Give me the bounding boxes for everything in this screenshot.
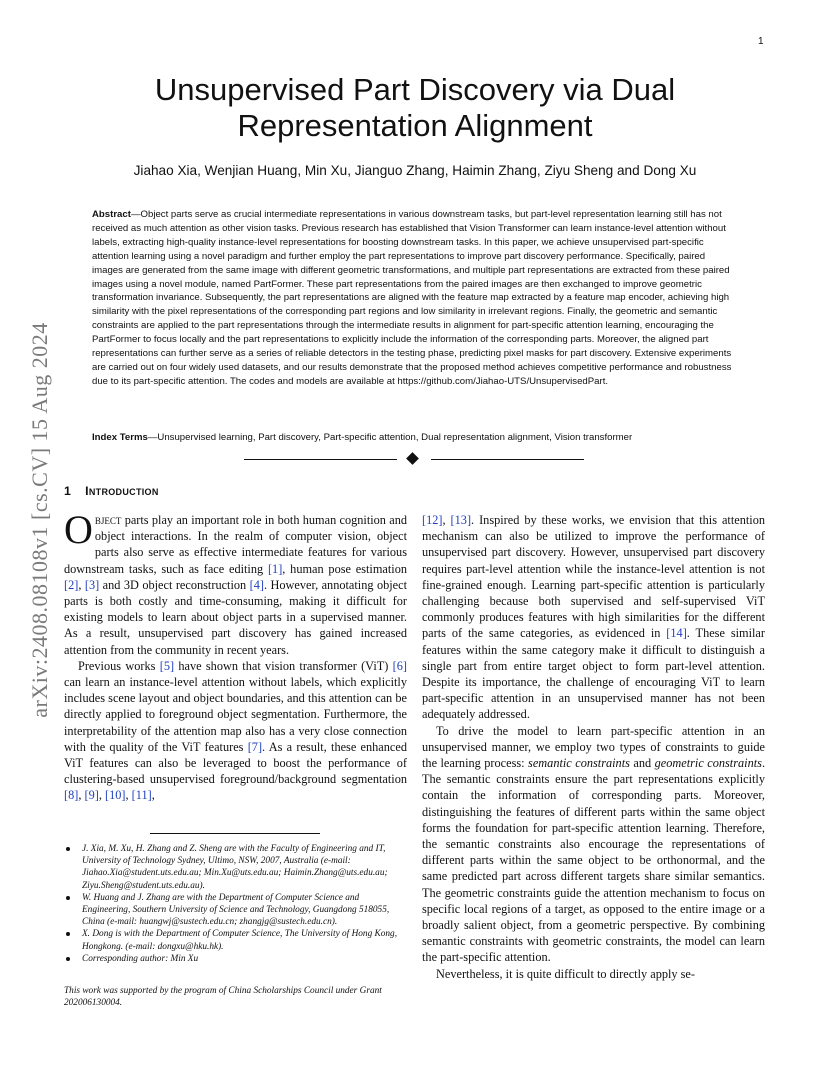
text-run: have shown that vision transformer (ViT) (174, 658, 393, 673)
text-run: and 3D object reconstruction (99, 577, 250, 592)
citation-link[interactable]: [9] (84, 788, 99, 803)
abstract-text: —Object parts serve as crucial intermediate representations in various downstream tasks, but part-level representation learning still has not received as much attention as other vision tasks. Previous research has established that Vision Transformer can learn instance-level attention without labels, extracting high-quality instance-level representations for boosting downstream tasks. In this paper, we achieve unsupervised part-specific attention learning using a novel paradigm and further employ the part representations to improve part discovery performance. Specifically, paired images are generated from the same image with different geometric transformations, and multiple part representations are extracted from these paired images using a novel module, named PartFormer. These part representations from the paired images are then exchanged to improve geometric transformation invariance. Subsequently, the part representations are aligned with the feature map extracted by a feature map encoder, achieving high similarity with the pixel representations of the corresponding part regions and low similarity in irrelevant regions. Finally, the geometric and semantic constraints are applied to the part representations through the intermediate results in alignment for part-specific attention learning, encouraging the PartFormer to focus locally and the part representations to explicitly include the information of the corresponding parts. Moreover, the aligned part representations can further serve as a series of reliable detectors in the testing phase, predicting pixel masks for part discovery. Extensive experiments are carried out on four widely used datasets, and our results demonstrate that the proposed method achieves competitive performance and robustness due to its part-specific attention. The codes and models are available at https://github.com/Jiahao-UTS/UnsupervisedPart. (92, 209, 732, 387)
text-run: . As a result, these enhanced ViT features can also be leveraged to boost the performance of clustering-based unsupervised foreground/background segmentation (64, 739, 407, 787)
section-heading (64, 484, 159, 498)
index-terms-text: —Unsupervised learning, Part discovery, Part-specific attention, Dual representation alignment, Vision transformer (147, 432, 633, 443)
citation-link[interactable]: [2] (64, 577, 79, 592)
emphasis-term: geometric constraints (654, 756, 762, 771)
intro-paragraph-1 (64, 507, 408, 658)
title-line-1: Unsupervised Part Discovery via Dual (154, 72, 676, 107)
text-run: , (151, 788, 155, 803)
footnote-item: Corresponding author: Min Xu (64, 953, 407, 965)
paper-title (90, 72, 740, 144)
index-terms (92, 431, 737, 445)
index-terms-label: Index Terms (92, 432, 148, 443)
intro-paragraph-3 (422, 512, 765, 723)
text-run: . Inspired by these works, we envision that this attention mechanism can also be utilized to improve the performance of unsupervised part discovery. However, unsupervised part discovery requires part-level attention while the instance-level attention is not fine-grained enough. Learning part-specific attention is particularly challenging because both supervised and self-supervised ViT commonly produces features with high similarities for the different parts of the same categories, as evidenced in (422, 513, 765, 641)
drop-cap: O (64, 507, 93, 552)
citation-link[interactable]: [3] (84, 577, 100, 592)
text-run: , (442, 513, 451, 527)
right-column (422, 512, 765, 982)
text-run: Previous works (78, 658, 160, 673)
text-run: To drive the model to learn part-specific attention in an unsupervised manner, we employ two types of constraints to guide the learning process: (422, 723, 765, 771)
text-run: can learn an instance-level attention without labels, which explicitly includes scene layout and object boundaries, and this attention can be directly applied to foreground object segmentation. Furthermore, the interpretability of the attention map also has a very close connection with the quality of the ViT features (64, 675, 407, 754)
text-run: , human pose estimation (282, 561, 407, 576)
section-title: Introduction (85, 484, 159, 498)
divider-line-right (431, 459, 584, 460)
text-run: . However, annotating object parts is both costly and time-consuming, making it difficult for existing models to learn about object parts in a supervised manner. As a result, unsupervised part discovery has gained increased attention from the community in recent years. (64, 577, 408, 657)
footnote-item: J. Xia, M. Xu, H. Zhang and Z. Sheng are with the Faculty of Engineering and IT, University of Technology Sydney, Ultimo, NSW, 2007, Australia (e-mail: Jiahao.Xia@student.uts.edu.au; Min.Xu@uts.edu.au; Haimin.Zhang@uts.edu.au; Ziyu.Sheng@student.uts.edu.au). (64, 843, 407, 892)
citation-link[interactable]: [8] (64, 788, 79, 803)
text-run: , (98, 788, 105, 803)
section-number: 1 (64, 484, 72, 498)
funding-note: This work was supported by the program of China Scholarships Council under Grant 202006130004. (64, 986, 382, 1009)
abstract-label: Abstract (92, 209, 131, 220)
citation-link[interactable]: [12] (422, 513, 443, 527)
smallcaps-lead: bject (94, 513, 122, 527)
footnote-item: X. Dong is with the Department of Computer Science, The University of Hong Kong, Hongkong. (e-mail: dongxu@hku.hk). (64, 928, 407, 952)
emphasis-term: semantic constraints (528, 756, 630, 771)
text-run: , (78, 788, 85, 803)
text-run: and (629, 756, 655, 771)
citation-link[interactable]: [1] (267, 561, 283, 576)
citation-link[interactable]: [11] (131, 788, 152, 803)
intro-paragraph-5: Nevertheless, it is quite difficult to directly apply se- (436, 966, 695, 981)
citation-link[interactable]: [10] (105, 788, 126, 803)
title-line-2: Representation Alignment (237, 108, 593, 143)
footnote-rule (150, 833, 320, 834)
citation-link[interactable]: [7] (247, 739, 263, 754)
citation-link[interactable]: [4] (249, 577, 264, 592)
citation-link[interactable]: [5] (159, 658, 175, 673)
author-list: Jiahao Xia, Wenjian Huang, Min Xu, Jianguo Zhang, Haimin Zhang, Ziyu Sheng and Dong Xu (133, 163, 697, 178)
text-run: , (78, 577, 85, 592)
footnote-item: W. Huang and J. Zhang are with the Department of Computer Science and Engineering, Southern University of Science and Technology, Guangdong 518055, China (e-mail: huangwj@sustech.edu.cn; zhangjg@sustech.edu.cn). (64, 892, 407, 929)
author-footnotes (64, 843, 407, 965)
divider-diamond-icon (406, 452, 419, 465)
arxiv-watermark: arXiv:2408.08108v1 [cs.CV] 15 Aug 2024 (27, 322, 52, 718)
intro-paragraph-4 (422, 723, 765, 966)
citation-link[interactable]: [14] (666, 626, 687, 641)
divider-line-left (244, 459, 397, 460)
text-run: parts play an important role in both human cognition and object interactions. In the realm of computer vision, object parts also serve as effective intermediate features for various downstream tasks, such as face editing (64, 513, 407, 576)
citation-link[interactable]: [6] (392, 658, 408, 673)
abstract (92, 208, 737, 389)
citation-link[interactable]: [13] (450, 513, 472, 527)
left-column (64, 507, 408, 804)
page-number: 1 (758, 36, 764, 47)
intro-paragraph-2 (64, 658, 407, 804)
section-divider (244, 451, 584, 467)
text-run: . These similar features within the same category make it difficult to distinguish a single part from entire target object to form part-level attention. Despite its importance, the challenge of encouraging ViT to learn part-specific attention in an unsupervised manner has not been adequately addressed. (422, 626, 765, 722)
text-run: . The semantic constraints ensure the part representations explicitly contain the information of corresponding parts. Moreover, distinguishing the features of different parts within the same object forms the foundation for part-specific attention learning. Therefore, the semantic constraints also encourage the representations of different parts within the same object to be orthonormal, and the same predicted part across different targets share similar semantics. The geometric constraints guide the attention mechanism to focus on specific local regions of a target, as opposed to the entire image or a broadly salient object, from a geometric perspective. By combining semantic constraints with geometric constraints, the model can learn the part-specific attention. (422, 756, 766, 965)
text-run: , (125, 788, 132, 803)
